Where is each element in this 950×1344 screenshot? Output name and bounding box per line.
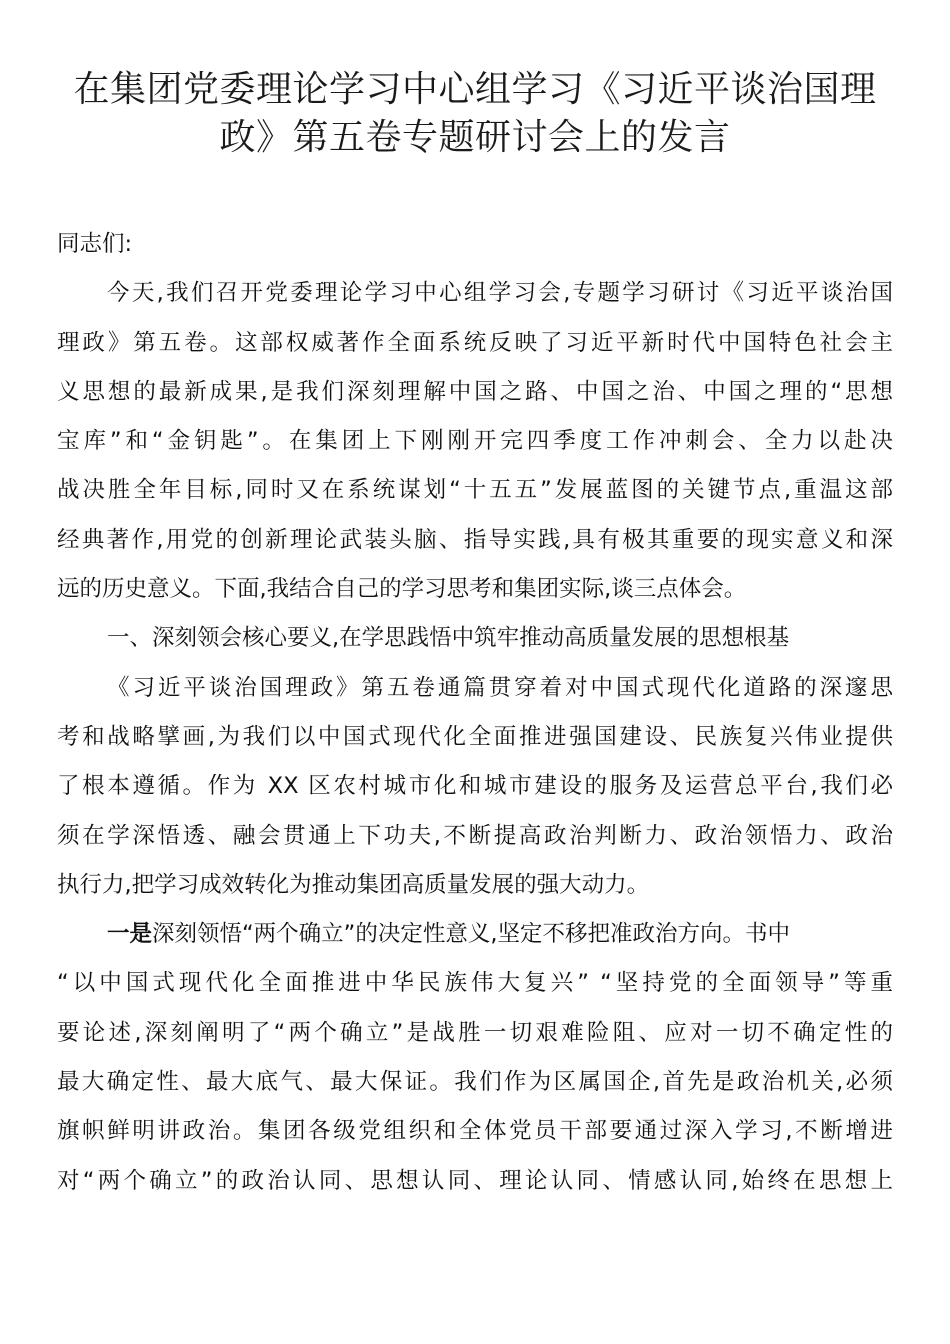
point-lead: 一是 <box>107 921 153 948</box>
intro-line: 经典著作,用党的创新理论武装头脑、指导实践,具有极其重要的现实意义和深 <box>57 526 893 553</box>
intro-line: 宝库”和“金钥匙”。在集团上下刚刚开完四季度工作冲刺会、全力以赴决 <box>57 428 893 455</box>
point-first-rest: 深刻领悟“两个确立”的决定性意义,坚定不移把准政治方向。书中 <box>152 921 790 948</box>
point-line: 要论述,深刻阐明了“两个确立”是战胜一切艰难险阻、应对一切不确定性的 <box>57 1019 893 1046</box>
point-line: 对“两个确立”的政治认同、思想认同、理论认同、情感认同,始终在思想上 <box>57 1167 893 1194</box>
point-first-line <box>57 910 893 959</box>
salutation: 同志们: <box>57 231 133 257</box>
section-line: 须在学深悟透、融会贯通上下功夫,不断提高政治判断力、政治领悟力、政治 <box>57 822 893 849</box>
intro-line: 战决胜全年目标,同时又在系统谋划“十五五”发展蓝图的关键节点,重温这部 <box>57 477 893 504</box>
section-line: 《习近平谈治国理政》第五卷通篇贯穿着对中国式现代化道路的深邃思 <box>107 674 893 701</box>
document-body <box>57 220 893 1206</box>
point-line: 旗帜鲜明讲政治。集团各级党组织和全体党员干部要通过深入学习,不断增进 <box>57 1118 893 1145</box>
intro-line: 今天,我们召开党委理论学习中心组学习会,专题学习研讨《习近平谈治国 <box>107 280 893 307</box>
intro-line: 理政》第五卷。这部权威著作全面系统反映了习近平新时代中国特色社会主 <box>57 329 893 356</box>
point-line: 最大确定性、最大底气、最大保证。我们作为区属国企,首先是政治机关,必须 <box>57 1069 893 1096</box>
title-line-2: 政》第五卷专题研讨会上的发言 <box>219 117 731 158</box>
intro-line: 义思想的最新成果,是我们深刻理解中国之路、中国之治、中国之理的“思想 <box>57 378 893 405</box>
document-title <box>60 66 890 162</box>
section-line: 了根本遵循。作为 XX 区农村城市化和城市建设的服务及运营总平台,我们必 <box>57 773 893 800</box>
intro-line: 远的历史意义。下面,我结合自己的学习思考和集团实际,谈三点体会。 <box>57 576 747 603</box>
section-heading: 一、深刻领会核心要义,在学思践悟中筑牢推动高质量发展的思想根基 <box>107 625 790 652</box>
point-line: “以中国式现代化全面推进中华民族伟大复兴” “坚持党的全面领导”等重 <box>57 970 893 997</box>
title-line-1: 在集团党委理论学习中心组学习《习近平谈治国理 <box>73 69 877 110</box>
section-line: 执行力,把学习成效转化为推动集团高质量发展的强大动力。 <box>57 871 650 898</box>
section-line: 考和战略擘画,为我们以中国式现代化全面推进强国建设、民族复兴伟业提供 <box>57 723 893 750</box>
